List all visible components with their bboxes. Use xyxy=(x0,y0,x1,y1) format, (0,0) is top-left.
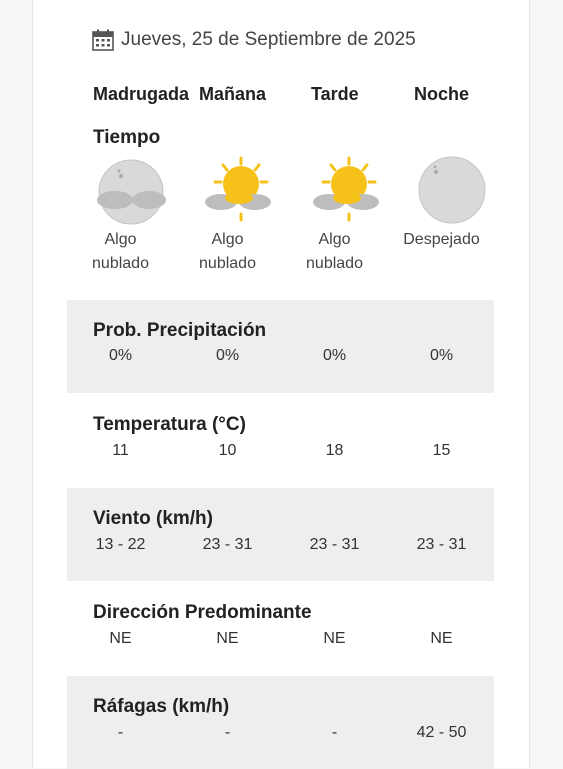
direccion-manana: NE xyxy=(216,630,239,647)
period-tarde: Tarde xyxy=(311,84,359,104)
condition-noche: Despejado xyxy=(403,231,480,248)
temperatura-heading: Temperatura (°C) xyxy=(93,414,246,435)
condition-madrugada: Algo nublado xyxy=(92,231,149,272)
viento-noche: 23 - 31 xyxy=(416,536,467,553)
partly-cloudy-night-icon xyxy=(93,152,173,232)
precipitacion-madrugada: 0% xyxy=(108,347,133,364)
temperatura-manana: 10 xyxy=(218,442,237,459)
date-text: Jueves, 25 de Septiembre de 2025 xyxy=(121,29,416,50)
row-rafagas xyxy=(67,676,494,769)
rafagas-manana: - xyxy=(224,724,231,741)
rafagas-madrugada: - xyxy=(117,724,124,741)
clear-night-icon xyxy=(414,152,494,232)
direccion-madrugada: NE xyxy=(109,630,132,647)
precipitacion-manana: 0% xyxy=(215,347,240,364)
calendar-icon xyxy=(91,28,115,52)
forecast-card xyxy=(32,0,530,768)
rafagas-heading: Ráfagas (km/h) xyxy=(93,696,230,717)
forecast-date xyxy=(91,28,416,52)
tiempo-heading: Tiempo xyxy=(93,127,161,148)
direccion-tarde: NE xyxy=(323,630,346,647)
viento-heading: Viento (km/h) xyxy=(93,508,213,529)
precipitacion-tarde: 0% xyxy=(322,347,347,364)
precipitacion-noche: 0% xyxy=(429,347,454,364)
viento-madrugada: 13 - 22 xyxy=(95,536,146,553)
rafagas-tarde: - xyxy=(331,724,338,741)
period-noche: Noche xyxy=(414,84,470,104)
partly-cloudy-day-icon xyxy=(307,152,387,232)
period-manana: Mañana xyxy=(199,84,267,104)
temperatura-madrugada: 11 xyxy=(112,442,129,459)
condition-manana: Algo nublado xyxy=(199,231,256,272)
row-viento xyxy=(67,488,494,581)
temperatura-tarde: 18 xyxy=(325,442,344,459)
period-madrugada: Madrugada xyxy=(93,84,190,104)
direccion-heading: Dirección Predominante xyxy=(93,602,312,623)
partly-cloudy-day-icon xyxy=(199,152,279,232)
precipitacion-heading: Prob. Precipitación xyxy=(93,320,267,341)
direccion-noche: NE xyxy=(430,630,453,647)
condition-tarde: Algo nublado xyxy=(306,231,363,272)
viento-tarde: 23 - 31 xyxy=(309,536,360,553)
temperatura-noche: 15 xyxy=(432,442,451,459)
rafagas-noche: 42 - 50 xyxy=(416,724,467,741)
viento-manana: 23 - 31 xyxy=(202,536,253,553)
